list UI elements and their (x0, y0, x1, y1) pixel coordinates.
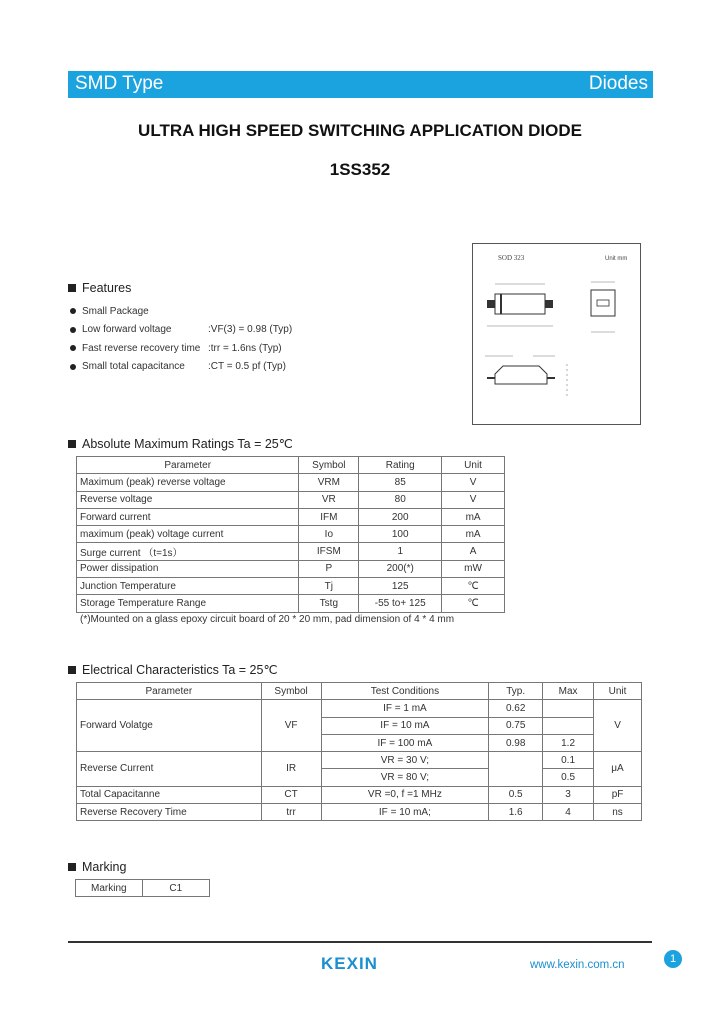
package-outline-drawing (472, 243, 641, 425)
header-banner (68, 71, 653, 98)
features-heading: Features (68, 281, 131, 295)
table-row: Power dissipation P 200(*) mW (77, 560, 505, 577)
table-row: Reverse Recovery Time trr IF = 10 mA; 1.6 4 ns (77, 804, 642, 821)
document-title: ULTRA HIGH SPEED SWITCHING APPLICATION DIODE (138, 121, 582, 140)
marking-heading: Marking (68, 860, 126, 874)
bullet-square-icon (68, 440, 76, 448)
column-header: Parameter (77, 457, 299, 474)
part-number: 1SS352 (329, 160, 391, 179)
table-row: VR = 80 V; 0.5 (77, 769, 642, 786)
column-header: Test Conditions (321, 683, 489, 700)
column-header: Symbol (261, 683, 321, 700)
table-row: IF = 10 mA 0.75 (77, 717, 642, 734)
banner-category: Diodes (588, 73, 648, 94)
column-header: Symbol (299, 457, 359, 474)
list-item: Small Package (70, 302, 292, 321)
banner-type: SMD Type (75, 73, 164, 94)
column-header: Rating (359, 457, 442, 474)
bullet-dot-icon (70, 308, 76, 314)
elec-heading: Electrical Characteristics Ta = 25℃ (68, 662, 277, 677)
list-item: Fast reverse recovery time :trr = 1.6ns (Typ) (70, 339, 292, 358)
table-header-row (77, 683, 642, 700)
package-diagram (473, 244, 642, 426)
bullet-square-icon (68, 863, 76, 871)
package-front-body (495, 366, 547, 384)
column-header: Typ. (489, 683, 543, 700)
table-row: Reverse Current IR VR = 30 V; 0.1 μA (77, 752, 642, 769)
package-side-body (591, 290, 615, 316)
company-url[interactable]: www.kexin.com.cn (530, 959, 625, 971)
bullet-dot-icon (70, 327, 76, 333)
abs-max-table (76, 456, 505, 613)
column-header: Max (543, 683, 594, 700)
marking-table (75, 879, 210, 897)
company-logo: KEXIN (321, 954, 378, 973)
table-row: Storage Temperature Range Tstg -55 to+ 125 ℃ (77, 595, 505, 612)
table-row: Marking C1 (76, 880, 210, 897)
package-top-body (495, 294, 545, 314)
package-unit: Unit mm (605, 256, 628, 262)
list-item: Small total capacitance :CT = 0.5 pf (Typ) (70, 358, 292, 377)
column-header: Unit (594, 683, 642, 700)
footer-divider (68, 941, 652, 943)
package-lead-right (545, 300, 553, 308)
bullet-square-icon (68, 284, 76, 292)
table-row: Surge current （t=1s） IFSM 1 A (77, 543, 505, 560)
bullet-dot-icon (70, 364, 76, 370)
table-header-row (77, 457, 505, 474)
abs-max-heading: Absolute Maximum Ratings Ta = 25℃ (68, 436, 293, 451)
elec-table (76, 682, 642, 821)
column-header: Parameter (77, 683, 262, 700)
package-lead-left (487, 300, 495, 308)
table-row: Total Capacitanne CT VR =0, f =1 MHz 0.5 3 pF (77, 786, 642, 803)
table-row: Reverse voltage VR 80 V (77, 491, 505, 508)
package-name: SOD 323 (498, 254, 525, 262)
page-number: 1 (664, 950, 682, 968)
bullet-square-icon (68, 666, 76, 674)
table-row: Junction Temperature Tj 125 ℃ (77, 578, 505, 595)
table-row: Forward Volatge VF IF = 1 mA 0.62 V (77, 700, 642, 717)
column-header: Unit (442, 457, 505, 474)
table-row: Maximum (peak) reverse voltage VRM 85 V (77, 474, 505, 491)
table-row: Forward current IFM 200 mA (77, 508, 505, 525)
features-list (70, 302, 292, 376)
abs-max-footnote: (*)Mounted on a glass epoxy circuit board of 20 * 20 mm, pad dimension of 4 * 4 mm (80, 614, 455, 625)
list-item: Low forward voltage :VF(3) = 0.98 (Typ) (70, 321, 292, 340)
bullet-dot-icon (70, 345, 76, 351)
table-row: maximum (peak) voltage current Io 100 mA (77, 526, 505, 543)
package-side-lead (597, 300, 609, 306)
table-row: IF = 100 mA 0.98 1.2 (77, 734, 642, 751)
